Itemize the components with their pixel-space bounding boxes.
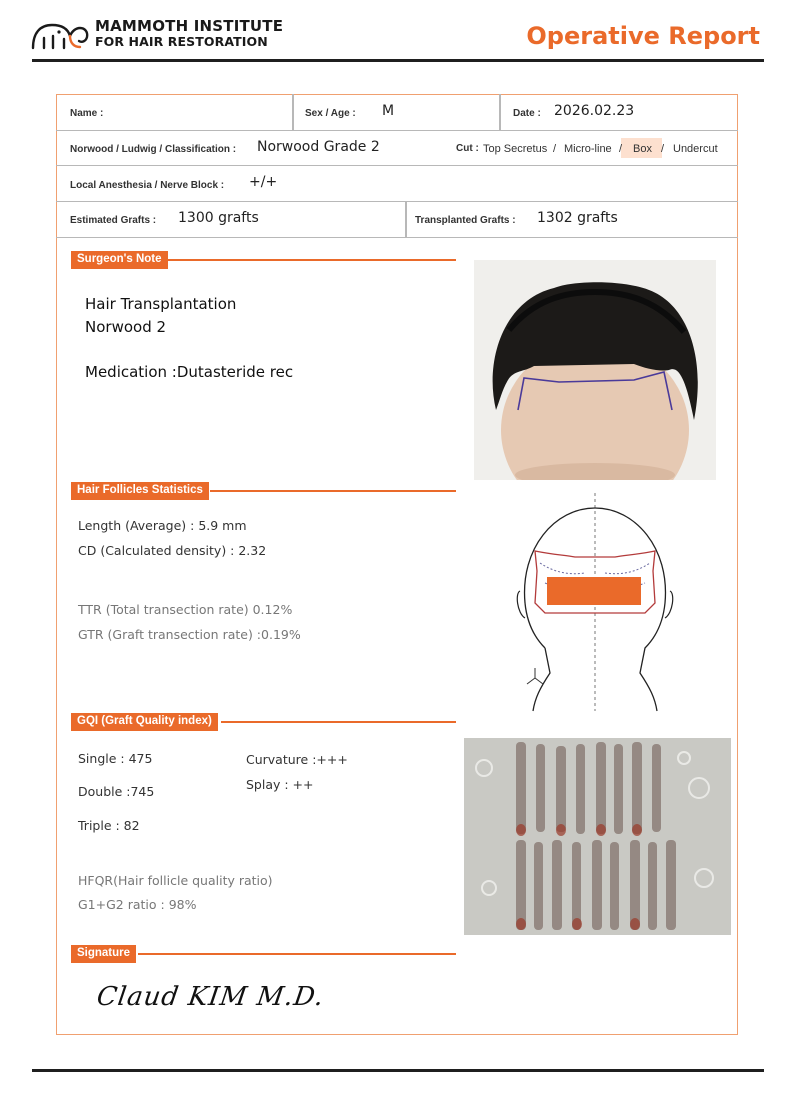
- gqi-hfqr: HFQR(Hair follicle quality ratio): [78, 873, 273, 888]
- gqi-curvature: Curvature :+++: [246, 752, 348, 767]
- anesthesia-label: Local Anesthesia / Nerve Block :: [70, 180, 225, 191]
- transplanted-grafts-label: Transplanted Grafts :: [415, 215, 516, 226]
- surgeons-note-rule: [166, 259, 456, 261]
- gqi-ratio: G1+G2 ratio : 98%: [78, 897, 197, 912]
- estimated-grafts-value: 1300 grafts: [178, 210, 259, 226]
- logo-line2: FOR HAIR RESTORATION: [95, 34, 268, 49]
- estimated-grafts-label: Estimated Grafts :: [70, 215, 157, 226]
- info-row-name: [56, 94, 738, 131]
- cut-option-undercut: Undercut: [673, 143, 718, 155]
- cut-sep: /: [661, 143, 665, 155]
- cut-option-box: Box: [633, 143, 652, 155]
- surgeons-note-heading: Surgeon's Note: [71, 251, 168, 269]
- gqi-rule: [221, 721, 456, 723]
- signature-value: Claud KIM M.D.: [94, 982, 327, 1012]
- info-row-grafts: [56, 202, 738, 238]
- anesthesia-value: +/+: [249, 174, 278, 190]
- note-line2: Norwood 2: [85, 318, 167, 336]
- cut-label: Cut :: [456, 143, 479, 154]
- name-label: Name :: [70, 108, 104, 119]
- follicles-heading: Hair Follicles Statistics: [71, 482, 209, 500]
- gqi-triple: Triple : 82: [78, 818, 140, 833]
- gqi-single: Single : 475: [78, 751, 153, 766]
- signature-rule: [138, 953, 456, 955]
- cut-option-micro-line: Micro-line: [564, 143, 612, 155]
- date-value: 2026.02.23: [554, 103, 635, 119]
- gqi-splay: Splay : ++: [246, 777, 314, 792]
- follicle-ttr: TTR (Total transection rate) 0.12%: [78, 602, 293, 617]
- footer-divider: [32, 1069, 764, 1072]
- mammoth-logo-icon: [30, 19, 90, 51]
- cut-sep: /: [619, 143, 623, 155]
- donor-diagram-icon: [515, 493, 675, 713]
- logo-text: [95, 19, 283, 49]
- classification-label: Norwood / Ludwig / Classification :: [70, 144, 237, 155]
- follicle-gtr: GTR (Graft transection rate) :0.19%: [78, 627, 301, 642]
- cut-option-top-secretus: Top Secretus: [483, 143, 548, 155]
- scalp-hairline-photo: [474, 260, 716, 480]
- follicle-length: Length (Average) : 5.9 mm: [78, 518, 247, 533]
- cut-sep: /: [553, 143, 557, 155]
- sex-age-label: Sex / Age :: [305, 108, 356, 119]
- report-title: Operative Report: [526, 22, 760, 50]
- gqi-double: Double :745: [78, 784, 155, 799]
- classification-value: Norwood Grade 2: [257, 139, 380, 155]
- scalp-photo-icon: [474, 260, 716, 480]
- gqi-heading: GQI (Graft Quality index): [71, 713, 218, 731]
- graft-microscope-photo: [464, 738, 731, 935]
- note-line1: Hair Transplantation: [85, 295, 237, 313]
- signature-heading: Signature: [71, 945, 136, 963]
- follicle-cd: CD (Calculated density) : 2.32: [78, 543, 267, 558]
- header-divider: [32, 59, 764, 62]
- follicles-rule: [210, 490, 456, 492]
- donor-area-diagram: [515, 493, 675, 718]
- graft-photo-icon: [464, 738, 731, 935]
- note-line3: Medication :Dutasteride rec: [85, 363, 294, 381]
- date-label: Date :: [513, 108, 541, 119]
- transplanted-grafts-value: 1302 grafts: [537, 210, 618, 226]
- sex-age-value: M: [382, 103, 395, 119]
- logo-line1: MAMMOTH INSTITUTE: [95, 17, 284, 35]
